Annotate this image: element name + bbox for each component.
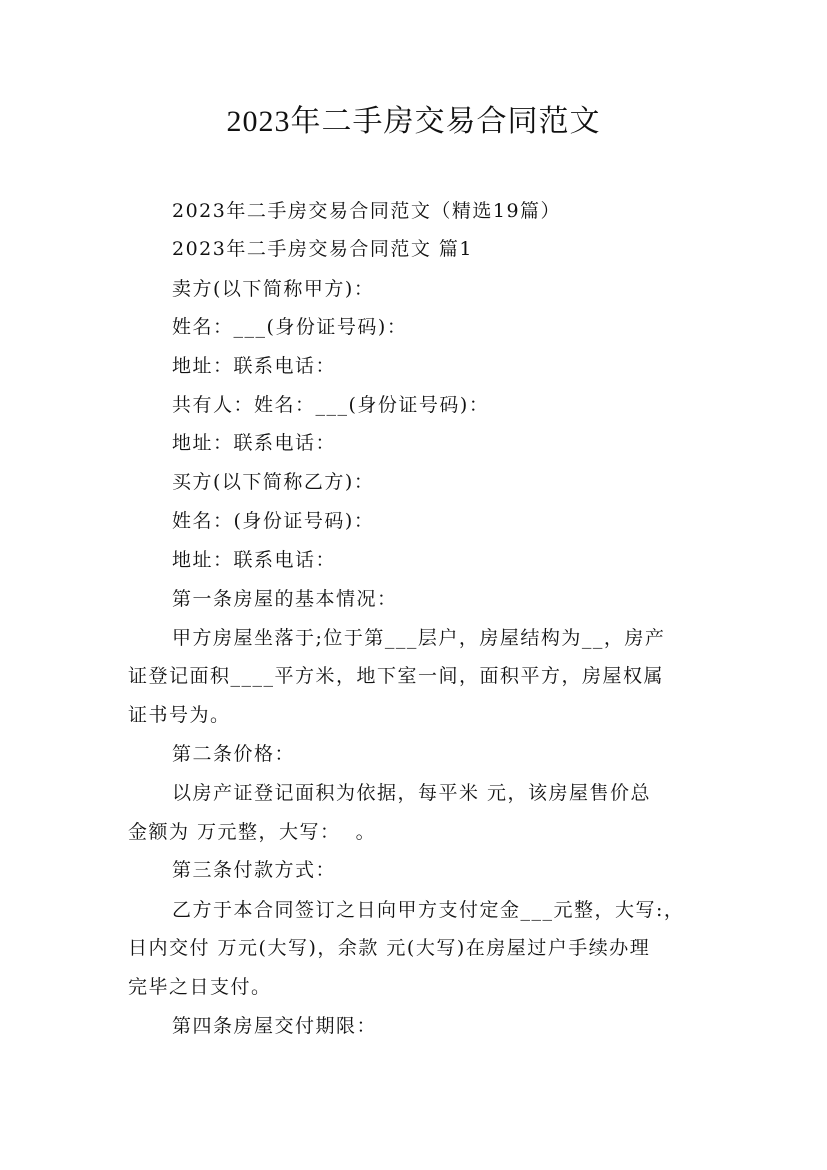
- article-3-text-line-1: 乙方于本合同签订之日向甲方支付定金___元整，大写:，: [172, 899, 685, 921]
- article-1-heading: 第一条房屋的基本情况：: [172, 588, 398, 610]
- seller-label-line: 卖方(以下简称甲方)：: [172, 278, 375, 300]
- article-2-text-line-2: 金额为 万元整，大写： 。: [128, 821, 377, 843]
- article-1-text-line-3: 证书号为。: [128, 704, 231, 726]
- buyer-name-line: 姓名：(身份证号码)：: [172, 510, 375, 532]
- co-owner-address-line: 地址：联系电话：: [172, 432, 337, 454]
- article-1-text-line-1: 甲方房屋坐落于;位于第___层户，房屋结构为__，房产: [172, 627, 666, 649]
- article-4-heading: 第四条房屋交付期限：: [172, 1015, 378, 1037]
- article-2-text-line-1: 以房产证登记面积为依据，每平米 元，该房屋售价总: [172, 782, 652, 804]
- buyer-label-line: 买方(以下简称乙方)：: [172, 471, 375, 493]
- document-title: 2023年二手房交易合同范文: [226, 105, 601, 138]
- subtitle-line: 2023年二手房交易合同范文（精选19篇）: [172, 200, 562, 222]
- seller-address-line: 地址：联系电话：: [172, 355, 337, 377]
- buyer-address-line: 地址：联系电话：: [172, 549, 337, 571]
- article-1-text-line-2: 证登记面积____平方米，地下室一间，面积平方，房屋权属: [128, 665, 665, 687]
- seller-name-line: 姓名：___(身份证号码)：: [172, 316, 408, 338]
- article-3-text-line-2: 日内交付 万元(大写)，余款 元(大写)在房屋过户手续办理: [128, 937, 651, 959]
- article-2-heading: 第二条价格：: [172, 743, 296, 765]
- section-heading-line: 2023年二手房交易合同范文 篇1: [172, 238, 473, 260]
- co-owner-name-line: 共有人：姓名：___(身份证号码)：: [172, 394, 490, 416]
- article-3-text-line-3: 完毕之日支付。: [128, 976, 272, 998]
- article-3-heading: 第三条付款方式：: [172, 859, 337, 881]
